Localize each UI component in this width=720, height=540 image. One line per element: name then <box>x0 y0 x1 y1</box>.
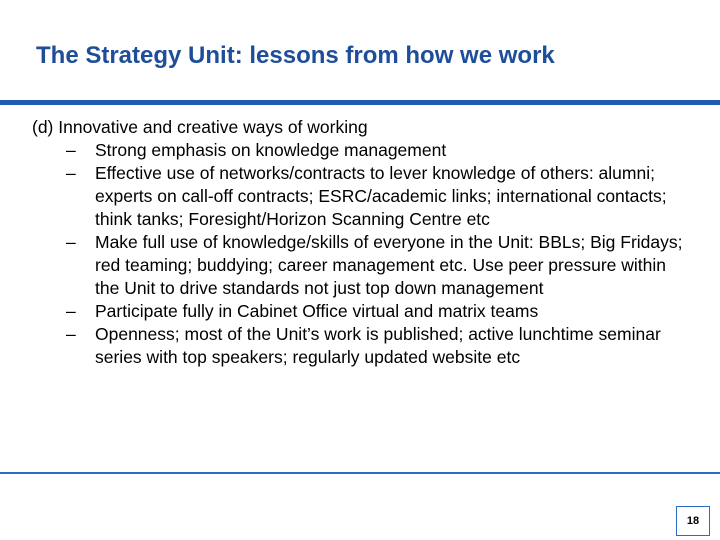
bullet-text: Openness; most of the Unit’s work is published; active lunchtime seminar series with top speakers; regularly updated website etc <box>95 324 661 367</box>
list-item <box>32 139 692 162</box>
dash-bullet: – <box>66 232 76 252</box>
bullet-text: Make full use of knowledge/skills of everyone in the Unit: BBLs; Big Fridays; red teaming; buddying; career management etc. Use peer pressure within the Unit to drive standards not just top down management <box>95 232 683 298</box>
bullet-text: Effective use of networks/contracts to lever knowledge of others: alumni; experts on call-off contracts; ESRC/academic links; international contacts; think tanks; Foresight/Horizon Scanning Centre etc <box>95 163 667 229</box>
dash-bullet: – <box>66 324 76 344</box>
dash-bullet: – <box>66 163 76 183</box>
list-item <box>32 162 692 231</box>
bullet-text: Participate fully in Cabinet Office virtual and matrix teams <box>95 301 539 321</box>
list-item <box>32 300 692 323</box>
title-divider <box>0 100 720 105</box>
bullet-list <box>32 139 692 369</box>
list-item <box>32 323 692 369</box>
intro-text: (d) Innovative and creative ways of working <box>32 117 368 137</box>
page-number: 18 <box>676 506 710 536</box>
dash-bullet: – <box>66 301 76 321</box>
bullet-text: Strong emphasis on knowledge management <box>95 140 447 160</box>
list-item <box>32 231 692 300</box>
footer-divider <box>0 472 720 474</box>
dash-bullet: – <box>66 140 76 160</box>
slide-body <box>32 116 692 369</box>
slide-title: The Strategy Unit: lessons from how we work <box>36 42 555 69</box>
